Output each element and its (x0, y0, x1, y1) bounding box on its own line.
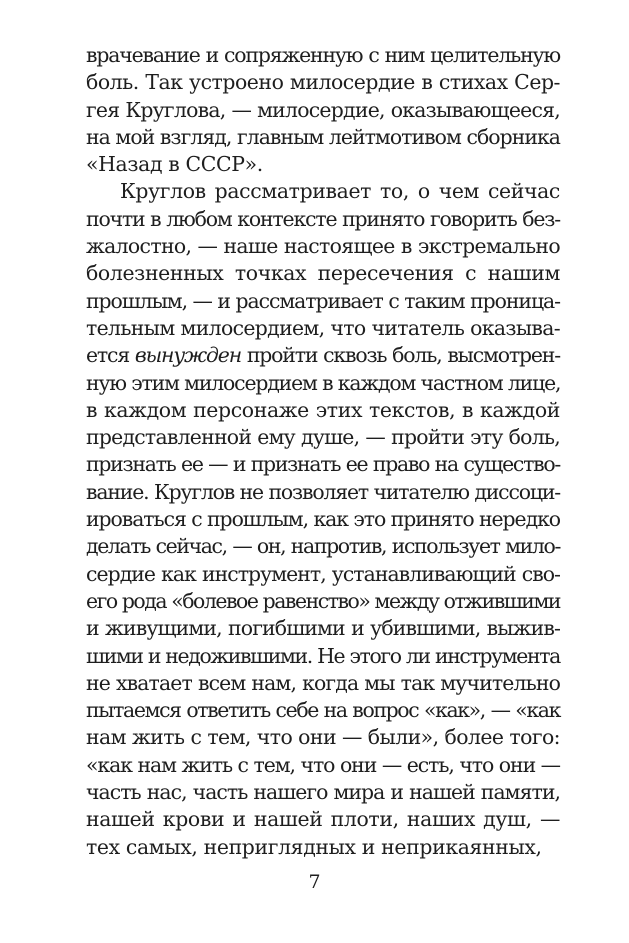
text-segment: тех самых, неприглядных и неприкаянных, (86, 834, 542, 859)
text-line (86, 424, 560, 451)
text-line (86, 260, 560, 287)
text-segment: на мой взгляд, главным лейтмотивом сборника (86, 124, 560, 149)
text-line (86, 561, 560, 588)
text-line (86, 806, 560, 833)
text-segment: и живущими, погибшими и убившими, выжив- (86, 616, 560, 641)
text-line (86, 342, 560, 369)
text-segment: сердие как инструмент, устанавливающий сво- (86, 561, 560, 586)
text-segment: гея Круглова, — милосердие, оказывающееся, (86, 97, 560, 122)
text-segment: делать сейчас, — он, напротив, использует мило- (86, 534, 560, 559)
text-line (86, 506, 560, 533)
text-line (86, 124, 560, 151)
text-segment: пройти сквозь боль, высмотрен- (241, 343, 560, 368)
text-segment: в каждом персонаже этих текстов, в каждой (86, 397, 560, 422)
text-line (86, 69, 560, 96)
text-line (86, 206, 560, 233)
text-segment: прошлым, — и рассматривает с таким проница- (86, 288, 560, 313)
text-line (86, 397, 560, 424)
text-line (86, 779, 560, 806)
text-line (86, 643, 560, 670)
text-line (86, 42, 560, 69)
text-segment: нашей крови и нашей плоти, наших душ, — (86, 807, 560, 832)
paragraph (86, 178, 560, 860)
text-line (86, 370, 560, 397)
text-segment: признать ее — и признать ее право на существо- (86, 452, 560, 477)
text-line (86, 752, 560, 779)
text-line (86, 724, 560, 751)
text-line (86, 615, 560, 642)
text-line (86, 315, 560, 342)
italic-word: вынужден (134, 343, 241, 368)
text-line (86, 670, 560, 697)
body-text (86, 42, 560, 861)
text-segment: его рода «болевое равенство» между отжившими (86, 588, 560, 613)
text-segment: «Назад в СССР». (86, 152, 263, 177)
text-segment: почти в любом контексте принято говорить без- (86, 206, 560, 231)
text-line (86, 288, 560, 315)
text-segment: вание. Круглов не позволяет читателю диссоци- (86, 479, 560, 504)
text-segment: тельным милосердием, что читатель оказыва- (86, 315, 560, 340)
text-line (86, 451, 560, 478)
text-line (86, 233, 560, 260)
text-line (86, 151, 560, 178)
text-line (86, 97, 560, 124)
text-segment: не хватает всем нам, когда мы так мучительно (86, 670, 560, 695)
text-segment: ется (86, 343, 135, 368)
text-segment: шими и недожившими. Не этого ли инструмента (86, 643, 560, 668)
text-line (86, 588, 560, 615)
text-segment: боль. Так устроено милосердие в стихах Сер- (86, 70, 560, 95)
text-line (86, 533, 560, 560)
text-line (86, 479, 560, 506)
text-segment: болезненных точках пересечения с нашим (86, 261, 560, 286)
text-segment: нам жить с тем, что они — были», более того: (86, 725, 560, 750)
text-line (86, 834, 560, 861)
text-line (86, 697, 560, 724)
text-segment: ироваться с прошлым, как это принято нередко (86, 507, 560, 532)
text-segment: пытаемся ответить себе на вопрос «как», — «как (86, 698, 560, 723)
text-line (86, 178, 560, 205)
text-segment: жалостно, — наше настоящее в экстремально (86, 234, 560, 259)
text-segment: врачевание и сопряженную с ним целительную (86, 43, 560, 67)
text-segment: «как нам жить с тем, что они — есть, что они — (86, 752, 560, 777)
text-segment: Круглов рассматривает то, о чем сейчас (120, 179, 560, 204)
text-segment: ную этим милосердием в каждом частном лице, (86, 370, 561, 395)
paragraph (86, 42, 560, 178)
text-segment: часть нас, часть нашего мира и нашей памяти, (86, 780, 560, 805)
page-number: 7 (308, 871, 321, 893)
text-segment: представленной ему душе, — пройти эту боль, (86, 425, 560, 450)
